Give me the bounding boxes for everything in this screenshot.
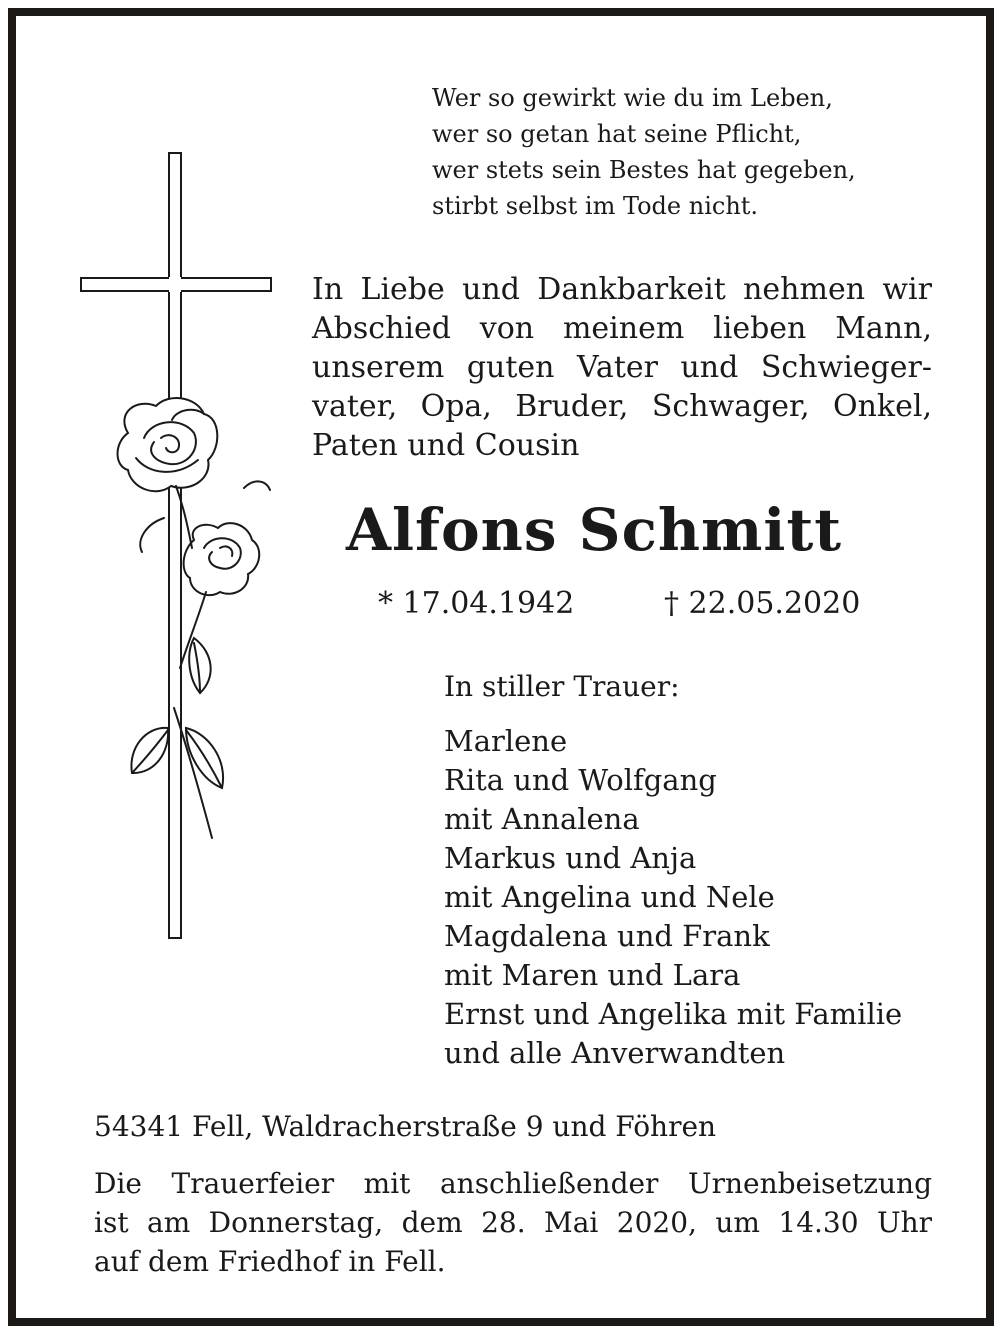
- poem-line: stirbt selbst im Tode nicht.: [432, 192, 759, 220]
- intro-line: In Liebe und Dankbarkeit nehmen wir: [312, 272, 932, 307]
- mourners-list: [444, 722, 902, 1073]
- deceased-name: Alfons Schmitt: [346, 496, 843, 564]
- grief-heading: In stiller Trauer:: [444, 670, 680, 703]
- intro-line: Abschied von meinem lieben Mann,: [312, 311, 932, 346]
- farewell-intro: [312, 270, 932, 465]
- poem-line: wer stets sein Bestes hat gegeben,: [432, 156, 856, 184]
- list-item: mit Annalena: [444, 802, 640, 836]
- birth-date: * 17.04.1942: [378, 586, 575, 621]
- list-item: Magdalena und Frank: [444, 919, 770, 953]
- death-date: † 22.05.2020: [664, 586, 861, 621]
- list-item: Markus und Anja: [444, 841, 697, 875]
- list-item: mit Angelina und Nele: [444, 880, 775, 914]
- poem-line: wer so getan hat seine Pflicht,: [432, 120, 802, 148]
- intro-line: unserem guten Vater und Schwieger-: [312, 350, 932, 385]
- ceremony-line: Die Trauerfeier mit anschließender Urnenbeisetzung: [94, 1167, 932, 1200]
- cross-with-roses-icon: [76, 148, 276, 948]
- list-item: Marlene: [444, 724, 568, 758]
- list-item: und alle Anverwandten: [444, 1036, 786, 1070]
- intro-line: vater, Opa, Bruder, Schwager, Onkel,: [312, 389, 932, 424]
- memorial-poem: [432, 80, 856, 224]
- family-address: 54341 Fell, Waldracherstraße 9 und Föhren: [94, 1110, 717, 1143]
- intro-line: Paten und Cousin: [312, 428, 580, 463]
- list-item: Ernst und Angelika mit Familie: [444, 997, 903, 1031]
- ceremony-line: ist am Donnerstag, dem 28. Mai 2020, um 14.30 Uhr: [94, 1206, 932, 1239]
- ceremony-line: auf dem Friedhof in Fell.: [94, 1245, 446, 1278]
- poem-line: Wer so gewirkt wie du im Leben,: [432, 84, 833, 112]
- ceremony-info: [94, 1164, 932, 1281]
- list-item: Rita und Wolfgang: [444, 763, 717, 797]
- list-item: mit Maren und Lara: [444, 958, 741, 992]
- obituary-frame: [8, 8, 994, 1326]
